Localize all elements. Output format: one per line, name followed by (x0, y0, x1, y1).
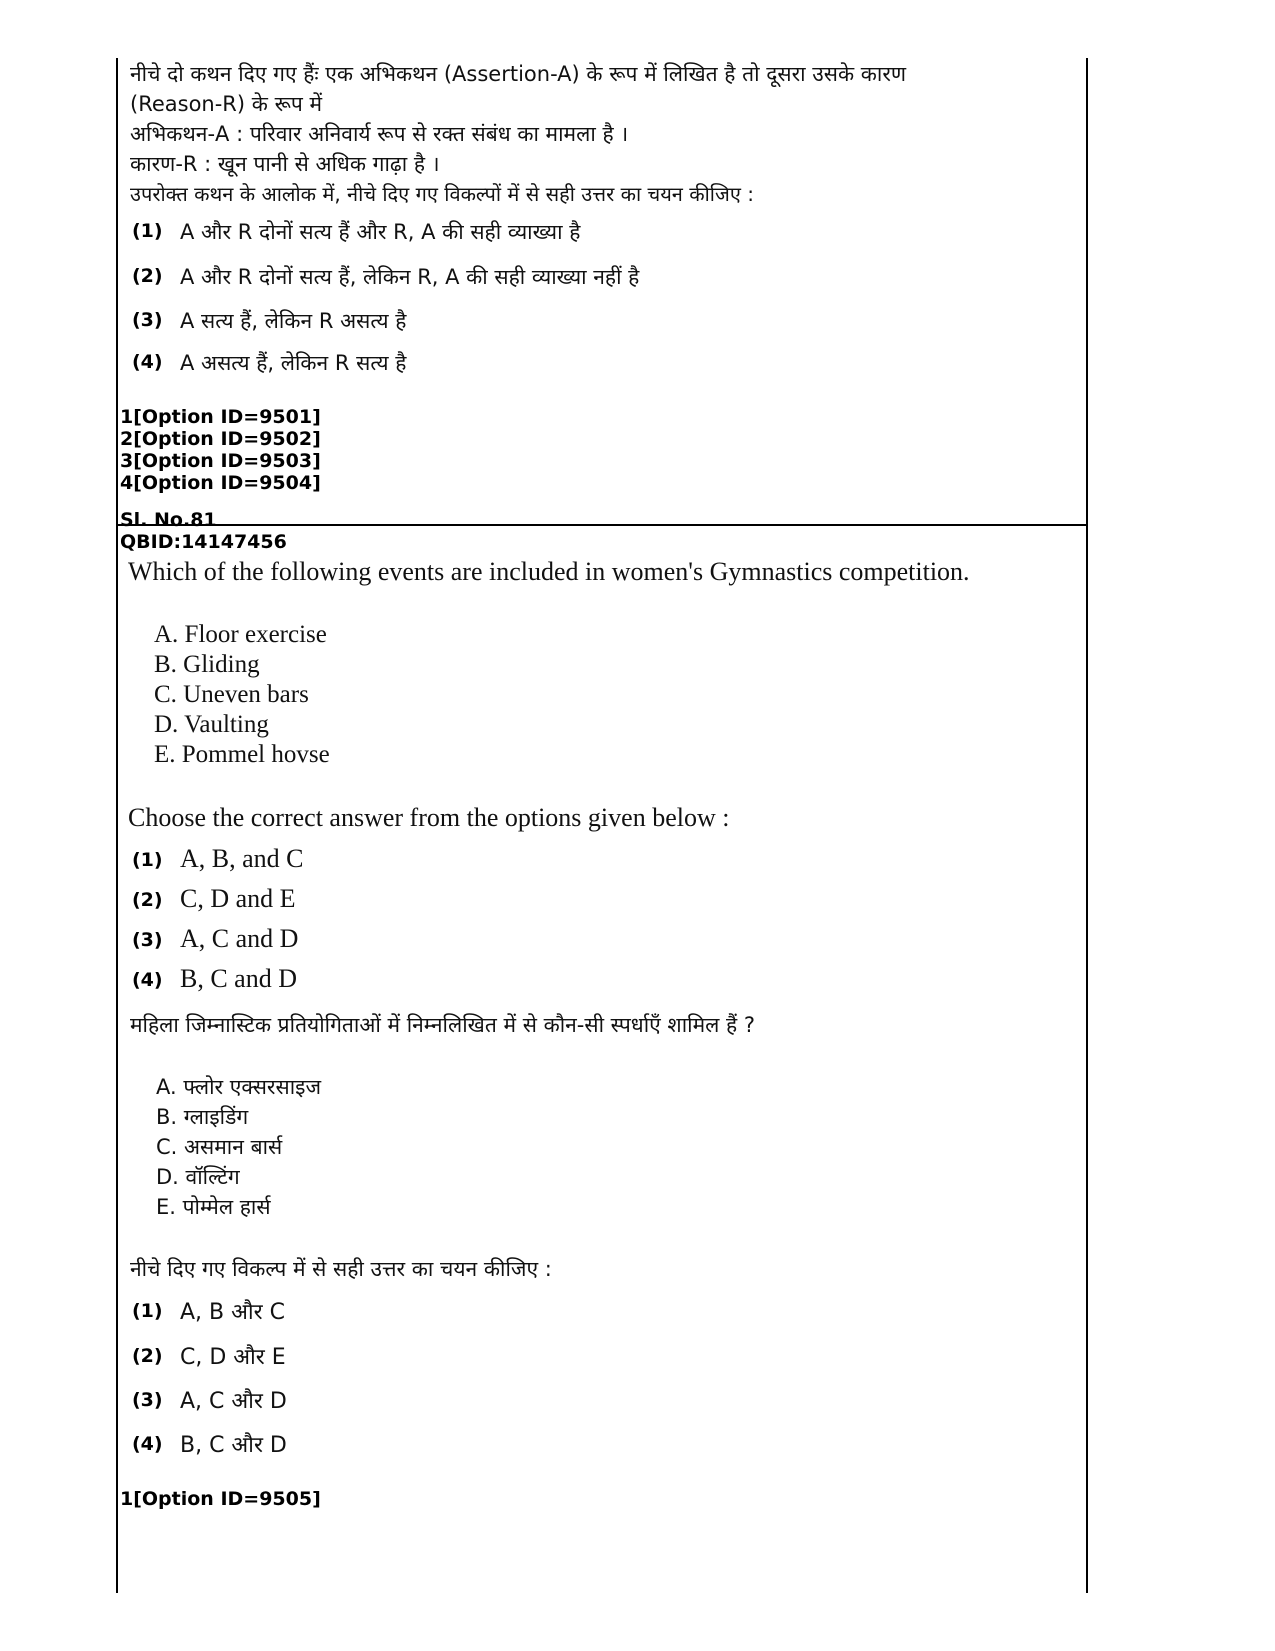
option-en-2 (118, 886, 1018, 918)
option-text: A और R दोनों सत्य हैं, लेकिन R, A की सही व्याख्या नहीं है (180, 265, 640, 289)
item-hi-e: E. पोम्मेल हार्स (156, 1195, 271, 1219)
option-1 (118, 220, 1018, 252)
option-text: B, C and D (180, 964, 297, 993)
instruction-text: उपरोक्त कथन के आलोक में, नीचे दिए गए विकल्पों में से सही उत्तर का चयन कीजिए : (130, 182, 754, 206)
item-en-e: E. Pommel hovse (154, 741, 330, 768)
choose-text-en: Choose the correct answer from the options given below : (128, 803, 730, 832)
intro-line-1: नीचे दो कथन दिए गए हैंः एक अभिकथन (Assertion-A) के रूप में लिखित है तो दूसरा उसके कारण (130, 62, 907, 86)
option-number: (4) (132, 1433, 163, 1455)
option-number: (2) (132, 889, 163, 911)
intro-line-2: (Reason-R) के रूप में (130, 92, 323, 116)
option-text: A और R दोनों सत्य हैं और R, A की सही व्याख्या है (180, 220, 581, 244)
item-en-b: B. Gliding (154, 651, 260, 678)
option-id-4: 4[Option ID=9504] (120, 472, 321, 494)
option-number: (3) (132, 929, 163, 951)
item-en-d: D. Vaulting (154, 711, 269, 738)
option-text: A, C and D (180, 924, 299, 953)
option-hi-2 (118, 1343, 1018, 1375)
item-hi-a: A. फ्लोर एक्सरसाइज (156, 1075, 322, 1099)
option-number: (4) (132, 351, 163, 373)
option-id-1: 1[Option ID=9501] (120, 406, 321, 428)
section-divider (118, 524, 1086, 526)
item-hi-d: D. वॉल्टिंग (156, 1165, 240, 1189)
option-text: A, B और C (180, 1300, 285, 1325)
item-en-c: C. Uneven bars (154, 681, 309, 708)
option-text: A, B, and C (180, 844, 304, 873)
question-text-hi: महिला जिम्नास्टिक प्रतियोगिताओं में निम्नलिखित में से कौन-सी स्पर्धाएँ शामिल हैं ? (130, 1013, 756, 1037)
question-frame (116, 58, 1088, 1593)
option-text: C, D और E (180, 1345, 286, 1370)
choose-text-hi: नीचे दिए गए विकल्प में से सही उत्तर का चयन कीजिए : (130, 1257, 552, 1281)
option-number: (2) (132, 1345, 163, 1367)
option-text: B, C और D (180, 1433, 287, 1458)
option-en-3 (118, 926, 1018, 958)
option-hi-4 (118, 1431, 1018, 1463)
option-hi-1 (118, 1298, 1018, 1330)
option-en-1 (118, 846, 1018, 878)
option-text: C, D and E (180, 884, 296, 913)
reason-text: कारण-R : खून पानी से अधिक गाढ़ा है । (130, 152, 440, 176)
option-text: A, C और D (180, 1389, 287, 1414)
qbid: QBID:14147456 (120, 531, 287, 553)
item-en-a: A. Floor exercise (154, 621, 327, 648)
option-2 (118, 265, 1018, 297)
option-en-4 (118, 966, 1018, 998)
item-hi-b: B. ग्लाइडिंग (156, 1105, 249, 1129)
option-number: (3) (132, 309, 163, 331)
option-hi-3 (118, 1387, 1018, 1419)
option-number: (4) (132, 969, 163, 991)
option-number: (1) (132, 220, 163, 242)
option-text: A असत्य हैं, लेकिन R सत्य है (180, 351, 407, 375)
option-3 (118, 309, 1018, 341)
option-number: (3) (132, 1389, 163, 1411)
assertion-text: अभिकथन-A : परिवार अनिवार्य रूप से रक्त संबंध का मामला है । (130, 122, 629, 146)
option-number: (1) (132, 849, 163, 871)
option-number: (1) (132, 1300, 163, 1322)
option-id-2: 2[Option ID=9502] (120, 428, 321, 450)
item-hi-c: C. असमान बार्स (156, 1135, 283, 1159)
question-text-en: Which of the following events are included in women's Gymnastics competition. (128, 557, 970, 586)
option-text: A सत्य हैं, लेकिन R असत्य है (180, 309, 407, 333)
option-id-1: 1[Option ID=9505] (120, 1488, 321, 1510)
serial-number: Sl. No.81 (120, 509, 217, 531)
option-number: (2) (132, 265, 163, 287)
option-4 (118, 351, 1018, 383)
option-id-3: 3[Option ID=9503] (120, 450, 321, 472)
